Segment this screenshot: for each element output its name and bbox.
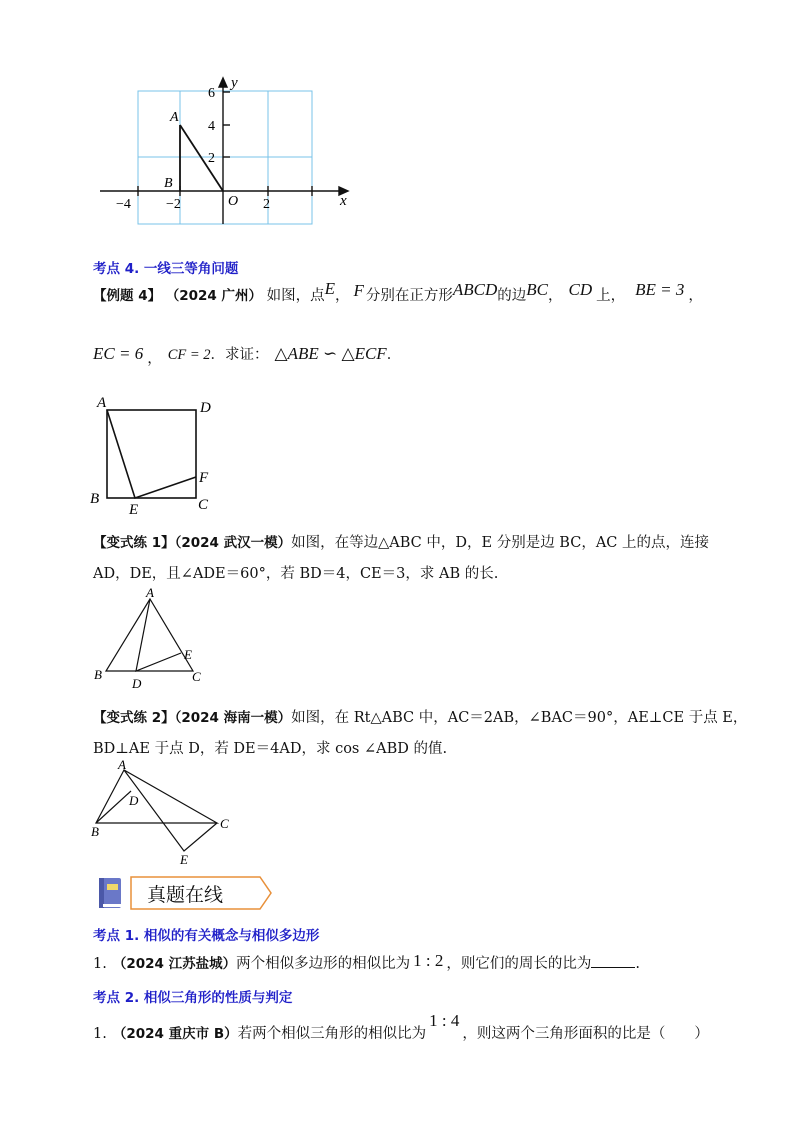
banner-title: 真题在线: [147, 884, 224, 906]
var1-text: 如图，在等边△ABC 中，D，E 分别是边 BC，AC 上的点，连接: [291, 535, 709, 551]
example4-line2: [93, 343, 402, 367]
triangle-abo: [180, 125, 223, 191]
var2-line1: [93, 706, 747, 727]
question-text: 若两个相似三角形的相似比为: [237, 1026, 427, 1042]
fig-label-e: E: [184, 647, 192, 662]
y-tick-6: 6: [208, 86, 215, 101]
example4-tag: 【例题 4】: [93, 288, 162, 304]
fig-label-a: A: [118, 758, 126, 772]
section-heading-kp2: 考点 2. 相似三角形的性质与判定: [93, 990, 293, 1006]
fig-label-c: C: [192, 669, 201, 684]
math-ec: EC = 6: [93, 344, 144, 363]
point-b-label: B: [164, 176, 173, 191]
sep: ，: [688, 288, 703, 304]
segment-b-d: [96, 791, 131, 823]
math-ratio: 1 : 2: [413, 951, 444, 970]
var1-line2: AD，DE，且∠ADE＝60°，若 BD＝4，CE＝3，求 AB 的长.: [93, 566, 499, 582]
sep: ，: [334, 288, 350, 304]
var1-source: （2024 武汉一模）: [174, 535, 292, 551]
kp1-question: [93, 952, 640, 973]
y-tick-4: 4: [208, 119, 215, 134]
var2-line2: BD⊥AE 于点 D，若 DE＝4AD，求 cos ∠ABD 的值.: [93, 741, 448, 757]
section-heading-4: 考点 4. 一线三等角问题: [93, 261, 239, 277]
fig-label-b: B: [91, 824, 99, 839]
x-tick-neg4: −4: [116, 197, 131, 212]
triangle-abc: [96, 770, 217, 823]
section-heading-kp1: 考点 1. 相似的有关概念与相似多边形: [93, 928, 320, 944]
question-number: 1.: [93, 1026, 107, 1042]
example4-source: （2024 广州）: [165, 288, 262, 304]
question-text: 两个相似多边形的相似比为: [236, 956, 411, 972]
example4-end: ．: [386, 347, 402, 363]
math-bc: BC: [526, 280, 548, 299]
kp2-question: [93, 1011, 709, 1043]
fig-label-a: A: [97, 395, 107, 411]
var2-source: （2024 海南一模）: [174, 710, 292, 726]
square-figure: [88, 390, 218, 515]
right-triangle-figure: [86, 758, 236, 870]
math-ratio: 1 : 4: [429, 1011, 460, 1030]
math-abcd: ABCD: [452, 280, 498, 299]
fig-label-f: F: [199, 470, 209, 486]
fig-label-d: D: [129, 793, 139, 808]
fig-label-e: E: [180, 852, 188, 867]
fig-label-d: D: [132, 676, 142, 691]
math-e: E: [324, 279, 335, 298]
example4-text: 上，: [596, 288, 626, 304]
var2-text: 如图，在 Rt△ABC 中，AC＝2AB，∠BAC＝90°，AE⊥CE 于点 E，: [291, 710, 748, 726]
book-icon: [99, 878, 121, 908]
var1-tag: 【变式练 1】: [93, 535, 175, 551]
x-tick-2: 2: [263, 197, 270, 212]
origin-label: O: [228, 194, 239, 209]
example4-text: 分别在正方形: [365, 288, 453, 304]
y-axis-label: y: [231, 75, 238, 91]
math-cd: CD: [568, 280, 593, 299]
question-source: （2024 重庆市 B）: [112, 1026, 238, 1042]
x-axis-label: x: [340, 193, 347, 209]
fig-label-b: B: [94, 667, 102, 682]
answer-blank[interactable]: [591, 953, 635, 968]
triangle-abc: [106, 599, 193, 671]
fig-label-d: D: [200, 400, 211, 416]
segment-a-e-c: [124, 770, 217, 851]
fig-label-e: E: [129, 502, 139, 515]
question-text: ，则它们的周长的比为: [446, 956, 592, 972]
fig-label-b: B: [90, 491, 100, 507]
fig-label-c: C: [220, 816, 229, 831]
segment-a-e-f: [107, 410, 196, 498]
question-number: 1.: [93, 956, 107, 972]
question-end: .: [635, 956, 640, 972]
section-banner: [95, 874, 275, 914]
var1-line1: [93, 531, 709, 552]
math-cf: CF = 2: [167, 347, 211, 363]
equilateral-figure: [88, 587, 208, 692]
coordinate-figure: [98, 74, 358, 234]
example4-text: 的边: [497, 288, 527, 304]
sep: ，: [548, 288, 563, 304]
example4-text: 如图，点: [266, 288, 325, 304]
question-source: （2024 江苏盐城）: [112, 956, 237, 972]
question-text: ，则这两个三角形面积的比是（ ）: [462, 1026, 709, 1042]
math-f: F: [353, 281, 364, 300]
point-a-label: A: [170, 110, 179, 125]
y-axis-arrow: [219, 78, 227, 87]
x-tick-neg2: −2: [166, 197, 181, 212]
math-similar: △ABE ∽ △ECF: [274, 344, 387, 363]
var2-tag: 【变式练 2】: [93, 710, 175, 726]
fig-label-c: C: [198, 497, 209, 513]
y-tick-2: 2: [208, 151, 215, 166]
fig-label-a: A: [146, 587, 154, 600]
example4-line1: [93, 279, 703, 305]
example4-text: ．求证：: [210, 347, 269, 363]
sep: ，: [147, 351, 162, 367]
math-be: BE = 3: [635, 280, 685, 299]
